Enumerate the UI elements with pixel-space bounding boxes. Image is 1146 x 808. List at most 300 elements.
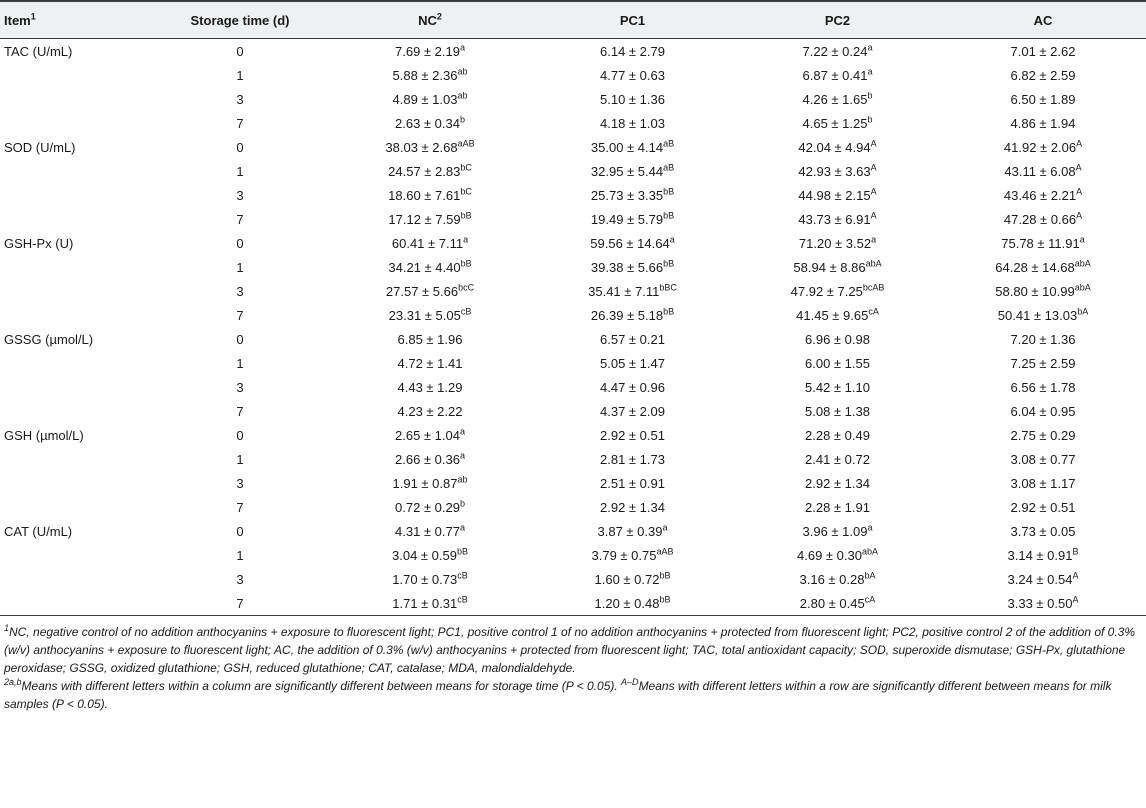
- mean-sd-value: 1.91 ± 0.87: [392, 475, 458, 491]
- pc1-value-cell: [530, 231, 735, 255]
- pc2-value-cell: [735, 447, 940, 471]
- mean-sd-value: 5.10 ± 1.36: [600, 91, 665, 107]
- table-row: [0, 591, 1146, 616]
- mean-sd-value: 75.78 ± 11.91: [1001, 235, 1080, 251]
- mean-sd-value: 7.25 ± 2.59: [1010, 355, 1076, 371]
- pc2-value-cell: [735, 591, 940, 616]
- mean-sd-value: 6.57 ± 0.21: [600, 331, 665, 347]
- nc-value-cell: [330, 183, 530, 207]
- mean-sd-value: 4.65 ± 1.25: [802, 115, 868, 131]
- nc-value-cell: [330, 495, 530, 519]
- mean-sd-value: 0.72 ± 0.29: [395, 499, 460, 515]
- mean-sd-value: 26.39 ± 5.18: [590, 307, 664, 323]
- table-row: [0, 519, 1146, 543]
- pc2-value-cell: [735, 423, 940, 447]
- storage-time-cell: 7: [236, 115, 244, 131]
- mean-sd-value: 4.86 ± 1.94: [1010, 115, 1076, 131]
- mean-sd-value: 4.72 ± 1.41: [397, 355, 463, 371]
- mean-sd-value: 58.80 ± 10.99: [995, 283, 1075, 299]
- pc2-value-cell: [735, 543, 940, 567]
- significance-letters: b: [867, 114, 873, 125]
- mean-sd-value: 2.66 ± 0.36: [395, 451, 460, 467]
- mean-sd-value: 4.18 ± 1.03: [600, 115, 665, 131]
- mean-sd-value: 59.56 ± 14.64: [590, 235, 670, 251]
- mean-sd-value: 71.20 ± 3.52: [798, 235, 872, 251]
- storage-time-cell: 1: [236, 547, 244, 563]
- nc-value-cell: [330, 279, 530, 303]
- pc2-value-cell: [735, 303, 940, 327]
- mean-sd-value: 2.28 ± 0.49: [805, 427, 870, 443]
- significance-letters: cB: [457, 570, 468, 581]
- pc1-value-cell: [530, 423, 735, 447]
- item-cell: GSH-Px (U): [4, 235, 74, 251]
- mean-sd-value: 3.73 ± 0.05: [1010, 523, 1076, 539]
- storage-time-cell: 3: [236, 91, 244, 107]
- nc-value-cell: [330, 231, 530, 255]
- pc1-value-cell: [530, 303, 735, 327]
- nc-value-cell: [330, 471, 530, 495]
- mean-sd-value: 35.41 ± 7.11: [588, 283, 660, 299]
- pc2-value-cell: [735, 375, 940, 399]
- ac-value-cell: [940, 495, 1146, 519]
- significance-letters: a: [662, 522, 668, 533]
- ac-value-cell: [940, 87, 1146, 111]
- mean-sd-value: 60.41 ± 7.11: [391, 235, 464, 251]
- ac-value-cell: [940, 159, 1146, 183]
- table-body: [0, 39, 1146, 616]
- storage-time-cell: 1: [236, 451, 244, 467]
- pc2-value-cell: [735, 279, 940, 303]
- header-ac: AC: [940, 1, 1146, 39]
- significance-letters: bB: [663, 210, 675, 221]
- significance-letters: bB: [456, 546, 468, 557]
- mean-sd-value: 43.73 ± 6.91: [798, 211, 871, 227]
- mean-sd-value: 5.88 ± 2.36: [392, 67, 458, 83]
- mean-sd-value: 2.92 ± 0.51: [600, 427, 665, 443]
- significance-letters: bA: [1077, 306, 1089, 317]
- table-row: [0, 159, 1146, 183]
- significance-letters: ab: [457, 474, 468, 485]
- significance-letters: bB: [460, 210, 472, 221]
- significance-letters: aAB: [457, 138, 475, 149]
- mean-sd-value: 4.37 ± 2.09: [600, 403, 665, 419]
- table-row: [0, 111, 1146, 135]
- significance-letters: aAB: [656, 546, 674, 557]
- nc-value-cell: [330, 159, 530, 183]
- mean-sd-value: 41.92 ± 2.06: [1003, 139, 1077, 155]
- mean-sd-value: 2.41 ± 0.72: [805, 451, 870, 467]
- ac-value-cell: [940, 63, 1146, 87]
- pc1-value-cell: [530, 183, 735, 207]
- pc2-value-cell: [735, 111, 940, 135]
- pc1-value-cell: [530, 471, 735, 495]
- mean-sd-value: 39.38 ± 5.66: [590, 259, 664, 275]
- significance-letters: ab: [457, 90, 468, 101]
- item-cell: [0, 495, 150, 519]
- significance-letters: a: [867, 66, 873, 77]
- significance-letters: a: [867, 522, 873, 533]
- mean-sd-value: 42.93 ± 3.63: [798, 163, 871, 179]
- storage-time-cell: 0: [236, 523, 244, 539]
- significance-letters: bB: [659, 570, 671, 581]
- significance-letters: a: [459, 426, 465, 437]
- mean-sd-value: 7.20 ± 1.36: [1010, 331, 1076, 347]
- pc2-value-cell: [735, 87, 940, 111]
- mean-sd-value: 47.92 ± 7.25: [790, 283, 863, 299]
- mean-sd-value: 2.75 ± 0.29: [1010, 427, 1076, 443]
- nc-value-cell: [330, 375, 530, 399]
- significance-letters: aB: [663, 162, 675, 173]
- item-cell: [0, 279, 150, 303]
- table-row: [0, 63, 1146, 87]
- pc1-value-cell: [530, 399, 735, 423]
- storage-time-cell: 0: [236, 235, 244, 251]
- mean-sd-value: 32.95 ± 5.44: [590, 163, 664, 179]
- storage-time-cell: 7: [150, 591, 330, 616]
- pc1-value-cell: [530, 207, 735, 231]
- item-cell: GSSG (µmol/L): [4, 331, 94, 347]
- pc2-value-cell: [735, 231, 940, 255]
- mean-sd-value: 47.28 ± 0.66: [1003, 211, 1077, 227]
- storage-time-cell: 1: [236, 355, 244, 371]
- storage-time-cell: 3: [236, 571, 244, 587]
- mean-sd-value: 2.51 ± 0.91: [600, 475, 665, 491]
- significance-letters: B: [1072, 546, 1079, 557]
- significance-letters: A: [1075, 162, 1082, 173]
- mean-sd-value: 19.49 ± 5.79: [590, 211, 664, 227]
- mean-sd-value: 1.71 ± 0.31: [392, 595, 458, 611]
- mean-sd-value: 3.04 ± 0.59: [392, 547, 457, 563]
- significance-letters: bB: [460, 258, 472, 269]
- ac-value-cell: [940, 351, 1146, 375]
- mean-sd-value: 41.45 ± 9.65: [796, 307, 869, 323]
- pc1-value-cell: [530, 159, 735, 183]
- mean-sd-value: 1.70 ± 0.73: [392, 571, 458, 587]
- storage-time-cell: 1: [236, 163, 244, 179]
- significance-letters: A: [870, 186, 877, 197]
- item-cell: [0, 375, 150, 399]
- ac-value-cell: [940, 447, 1146, 471]
- item-cell: [0, 63, 150, 87]
- mean-sd-value: 1.20 ± 0.48: [594, 595, 660, 611]
- mean-sd-value: 23.31 ± 5.05: [388, 307, 461, 323]
- mean-sd-value: 2.92 ± 1.34: [600, 499, 665, 515]
- mean-sd-value: 6.82 ± 2.59: [1010, 67, 1076, 83]
- significance-letters: bB: [663, 306, 675, 317]
- pc1-value-cell: [530, 543, 735, 567]
- significance-letters: abA: [1074, 282, 1091, 293]
- pc2-value-cell: [735, 495, 940, 519]
- storage-time-cell: 3: [236, 379, 244, 395]
- mean-sd-value: 4.26 ± 1.65: [802, 91, 868, 107]
- pc1-value-cell: [530, 279, 735, 303]
- mean-sd-value: 3.33 ± 0.50: [1007, 595, 1073, 611]
- storage-time-cell: 0: [236, 427, 244, 443]
- ac-value-cell: [940, 183, 1146, 207]
- significance-letters: a: [867, 42, 873, 53]
- ac-value-cell: [940, 375, 1146, 399]
- pc1-value-cell: [530, 87, 735, 111]
- footnote-2: $^{2a,b}$Means with different letters within a column are significantly different between means for storage time (P < 0.05). $^{A-D}$Means with different letters within a row are significantly different between means for milk samples (P < 0.05).: [4, 677, 1112, 711]
- table-row: [0, 87, 1146, 111]
- storage-time-cell: 7: [236, 403, 244, 419]
- mean-sd-value: 3.96 ± 1.09: [802, 523, 868, 539]
- mean-sd-value: 3.87 ± 0.39: [597, 523, 663, 539]
- table-row: [0, 207, 1146, 231]
- significance-letters: a: [459, 522, 465, 533]
- pc1-value-cell: [530, 255, 735, 279]
- mean-sd-value: 3.16 ± 0.28: [799, 571, 865, 587]
- nc-value-cell: [330, 351, 530, 375]
- ac-value-cell: [940, 591, 1146, 616]
- significance-letters: A: [870, 210, 877, 221]
- nc-value-cell: [330, 39, 530, 64]
- nc-value-cell: [330, 591, 530, 616]
- significance-letters: A: [1072, 570, 1079, 581]
- mean-sd-value: 5.05 ± 1.47: [600, 355, 665, 371]
- significance-letters: b: [459, 114, 465, 125]
- table-row: [0, 135, 1146, 159]
- ac-value-cell: [940, 207, 1146, 231]
- significance-letters: a: [463, 234, 469, 245]
- significance-letters: aB: [663, 138, 675, 149]
- significance-letters: cA: [868, 306, 879, 317]
- nc-value-cell: [330, 423, 530, 447]
- item-cell: [0, 447, 150, 471]
- mean-sd-value: 6.04 ± 0.95: [1010, 403, 1076, 419]
- table-row: [0, 447, 1146, 471]
- significance-letters: A: [1076, 210, 1083, 221]
- significance-letters: cB: [457, 594, 468, 605]
- ac-value-cell: [940, 399, 1146, 423]
- storage-time-cell: 0: [236, 139, 244, 155]
- header-pc1: PC1: [530, 1, 735, 39]
- item-cell: GSH (µmol/L): [4, 427, 84, 443]
- storage-time-cell: 3: [236, 187, 244, 203]
- significance-letters: A: [870, 162, 877, 173]
- mean-sd-value: 2.81 ± 1.73: [600, 451, 665, 467]
- mean-sd-value: 4.47 ± 0.96: [600, 379, 665, 395]
- pc2-value-cell: [735, 255, 940, 279]
- nc-value-cell: [330, 255, 530, 279]
- mean-sd-value: 6.96 ± 0.98: [805, 331, 870, 347]
- pc1-value-cell: [530, 375, 735, 399]
- pc1-value-cell: [530, 519, 735, 543]
- significance-letters: a: [669, 234, 675, 245]
- ac-value-cell: [940, 519, 1146, 543]
- table-row: [0, 495, 1146, 519]
- mean-sd-value: 5.42 ± 1.10: [805, 379, 870, 395]
- mean-sd-value: 6.50 ± 1.89: [1010, 91, 1076, 107]
- nc-value-cell: [330, 207, 530, 231]
- ac-value-cell: [940, 135, 1146, 159]
- nc-value-cell: [330, 63, 530, 87]
- pc1-value-cell: [530, 135, 735, 159]
- header-nc: $NC^2$: [330, 1, 530, 39]
- item-cell: [0, 207, 150, 231]
- ac-value-cell: [940, 543, 1146, 567]
- mean-sd-value: 4.69 ± 0.30: [797, 547, 862, 563]
- item-cell: [0, 111, 150, 135]
- item-cell: [0, 87, 150, 111]
- mean-sd-value: 3.08 ± 1.17: [1010, 475, 1076, 491]
- header-row: [0, 1, 1146, 39]
- ac-value-cell: [940, 231, 1146, 255]
- mean-sd-value: 6.56 ± 1.78: [1010, 379, 1076, 395]
- nc-value-cell: [330, 543, 530, 567]
- mean-sd-value: 6.14 ± 2.79: [600, 43, 665, 59]
- table-row: [0, 183, 1146, 207]
- significance-letters: A: [1076, 138, 1083, 149]
- pc1-value-cell: [530, 567, 735, 591]
- significance-letters: bB: [663, 186, 675, 197]
- significance-letters: bA: [864, 570, 876, 581]
- ac-value-cell: [940, 111, 1146, 135]
- mean-sd-value: 4.89 ± 1.03: [392, 91, 458, 107]
- table-row: [0, 327, 1146, 351]
- table-row: [0, 39, 1146, 64]
- table-row: [0, 279, 1146, 303]
- significance-letters: bB: [663, 258, 675, 269]
- pc2-value-cell: [735, 135, 940, 159]
- mean-sd-value: 18.60 ± 7.61: [388, 187, 461, 203]
- mean-sd-value: 2.92 ± 1.34: [805, 475, 870, 491]
- significance-letters: A: [1076, 186, 1083, 197]
- significance-letters: a: [871, 234, 877, 245]
- mean-sd-value: 50.41 ± 13.03: [997, 307, 1078, 323]
- nc-value-cell: [330, 111, 530, 135]
- nc-value-cell: [330, 447, 530, 471]
- mean-sd-value: 25.73 ± 3.35: [590, 187, 664, 203]
- significance-letters: a: [1079, 234, 1085, 245]
- nc-value-cell: [330, 399, 530, 423]
- item-cell: [0, 567, 150, 591]
- footnote-1: $^1$NC, negative control of no addition anthocyanins + exposure to fluorescent light; PC1, positive control 1 of no addition anthocyanins + protected from fluorescent light; PC2, positive control 2 of the addition of 0.3% (w/v) anthocyanins + exposure to fluorescent light; AC, the addition of 0.3% (w/v) anthocyanins + protected from fluorescent light; TAC, total antioxidant capacity; SOD, superoxide dismutase; GSH-Px, glutathione peroxidase; GSSG, oxidized glutathione; GSH, reduced glutathione; CAT, catalase; MDA, malondialdehyde.: [4, 623, 1136, 675]
- significance-letters: abA: [861, 546, 878, 557]
- item-cell: [0, 471, 150, 495]
- pc1-value-cell: [530, 111, 735, 135]
- significance-letters: bB: [659, 594, 671, 605]
- pc2-value-cell: [735, 207, 940, 231]
- pc2-value-cell: [735, 351, 940, 375]
- mean-sd-value: 7.69 ± 2.19: [395, 43, 460, 59]
- pc2-value-cell: [735, 183, 940, 207]
- significance-letters: A: [870, 138, 877, 149]
- item-cell: [0, 399, 150, 423]
- ac-value-cell: [940, 327, 1146, 351]
- table-row: [0, 567, 1146, 591]
- footnotes: [4, 623, 1140, 713]
- nc-value-cell: [330, 87, 530, 111]
- pc2-value-cell: [735, 471, 940, 495]
- storage-time-cell: 0: [236, 331, 244, 347]
- ac-value-cell: [940, 39, 1146, 64]
- mean-sd-value: 43.11 ± 6.08: [1004, 163, 1076, 179]
- item-cell: TAC (U/mL): [4, 43, 73, 59]
- item-cell: [0, 183, 150, 207]
- mean-sd-value: 2.65 ± 1.04: [395, 427, 460, 443]
- mean-sd-value: 34.21 ± 4.40: [388, 259, 461, 275]
- table-row: [0, 375, 1146, 399]
- mean-sd-value: 43.46 ± 2.21: [1003, 187, 1077, 203]
- significance-letters: bC: [460, 186, 472, 197]
- significance-letters: bcAB: [862, 282, 885, 293]
- mean-sd-value: 6.87 ± 0.41: [802, 67, 868, 83]
- significance-letters: a: [459, 450, 465, 461]
- mean-sd-value: 6.85 ± 1.96: [397, 331, 463, 347]
- pc2-value-cell: [735, 567, 940, 591]
- item-cell: [0, 591, 150, 616]
- pc1-value-cell: [530, 447, 735, 471]
- significance-letters: b: [459, 498, 465, 509]
- mean-sd-value: 2.80 ± 0.45: [799, 595, 865, 611]
- nc-value-cell: [330, 303, 530, 327]
- mean-sd-value: 3.79 ± 0.75: [591, 547, 657, 563]
- significance-letters: cB: [460, 306, 472, 317]
- item-cell: [0, 543, 150, 567]
- mean-sd-value: 27.57 ± 5.66: [385, 283, 459, 299]
- mean-sd-value: 7.22 ± 0.24: [802, 43, 868, 59]
- ac-value-cell: [940, 471, 1146, 495]
- table-row: [0, 543, 1146, 567]
- mean-sd-value: 3.08 ± 0.77: [1010, 451, 1076, 467]
- significance-letters: bBC: [659, 282, 677, 293]
- pc2-value-cell: [735, 519, 940, 543]
- mean-sd-value: 42.04 ± 4.94: [798, 139, 871, 155]
- mean-sd-value: 4.77 ± 0.63: [600, 67, 665, 83]
- pc1-value-cell: [530, 327, 735, 351]
- ac-value-cell: [940, 423, 1146, 447]
- storage-time-cell: 3: [236, 475, 244, 491]
- mean-sd-value: 7.01 ± 2.62: [1010, 43, 1076, 59]
- header-storage-time: Storage time (d): [150, 1, 330, 39]
- ac-value-cell: [940, 255, 1146, 279]
- table-row: [0, 399, 1146, 423]
- mean-sd-value: 3.24 ± 0.54: [1007, 571, 1073, 587]
- mean-sd-value: 64.28 ± 14.68: [995, 259, 1075, 275]
- pc1-value-cell: [530, 63, 735, 87]
- significance-letters: A: [1072, 594, 1079, 605]
- table-row: [0, 423, 1146, 447]
- mean-sd-value: 5.08 ± 1.38: [805, 403, 870, 419]
- mean-sd-value: 2.63 ± 0.34: [395, 115, 460, 131]
- pc2-value-cell: [735, 39, 940, 64]
- item-cell: [0, 255, 150, 279]
- item-cell: [0, 351, 150, 375]
- significance-letters: a: [459, 42, 465, 53]
- header-pc2: PC2: [735, 1, 940, 39]
- pc1-value-cell: [530, 351, 735, 375]
- mean-sd-value: 4.31 ± 0.77: [395, 523, 460, 539]
- mean-sd-value: 1.60 ± 0.72: [594, 571, 660, 587]
- mean-sd-value: 17.12 ± 7.59: [388, 211, 461, 227]
- pc1-value-cell: [530, 495, 735, 519]
- mean-sd-value: 2.92 ± 0.51: [1010, 499, 1076, 515]
- mean-sd-value: 2.28 ± 1.91: [805, 499, 870, 515]
- mean-sd-value: 35.00 ± 4.14: [590, 139, 664, 155]
- table-row: [0, 303, 1146, 327]
- header-item: Item$^1$: [0, 1, 150, 39]
- pc1-value-cell: [530, 39, 735, 64]
- mean-sd-value: 44.98 ± 2.15: [798, 187, 871, 203]
- pc2-value-cell: [735, 327, 940, 351]
- mean-sd-value: 6.00 ± 1.55: [805, 355, 870, 371]
- table-row: [0, 255, 1146, 279]
- pc2-value-cell: [735, 63, 940, 87]
- mean-sd-value: 38.03 ± 2.68: [385, 139, 458, 155]
- mean-sd-value: 4.23 ± 2.22: [397, 403, 463, 419]
- storage-time-cell: 1: [236, 67, 244, 83]
